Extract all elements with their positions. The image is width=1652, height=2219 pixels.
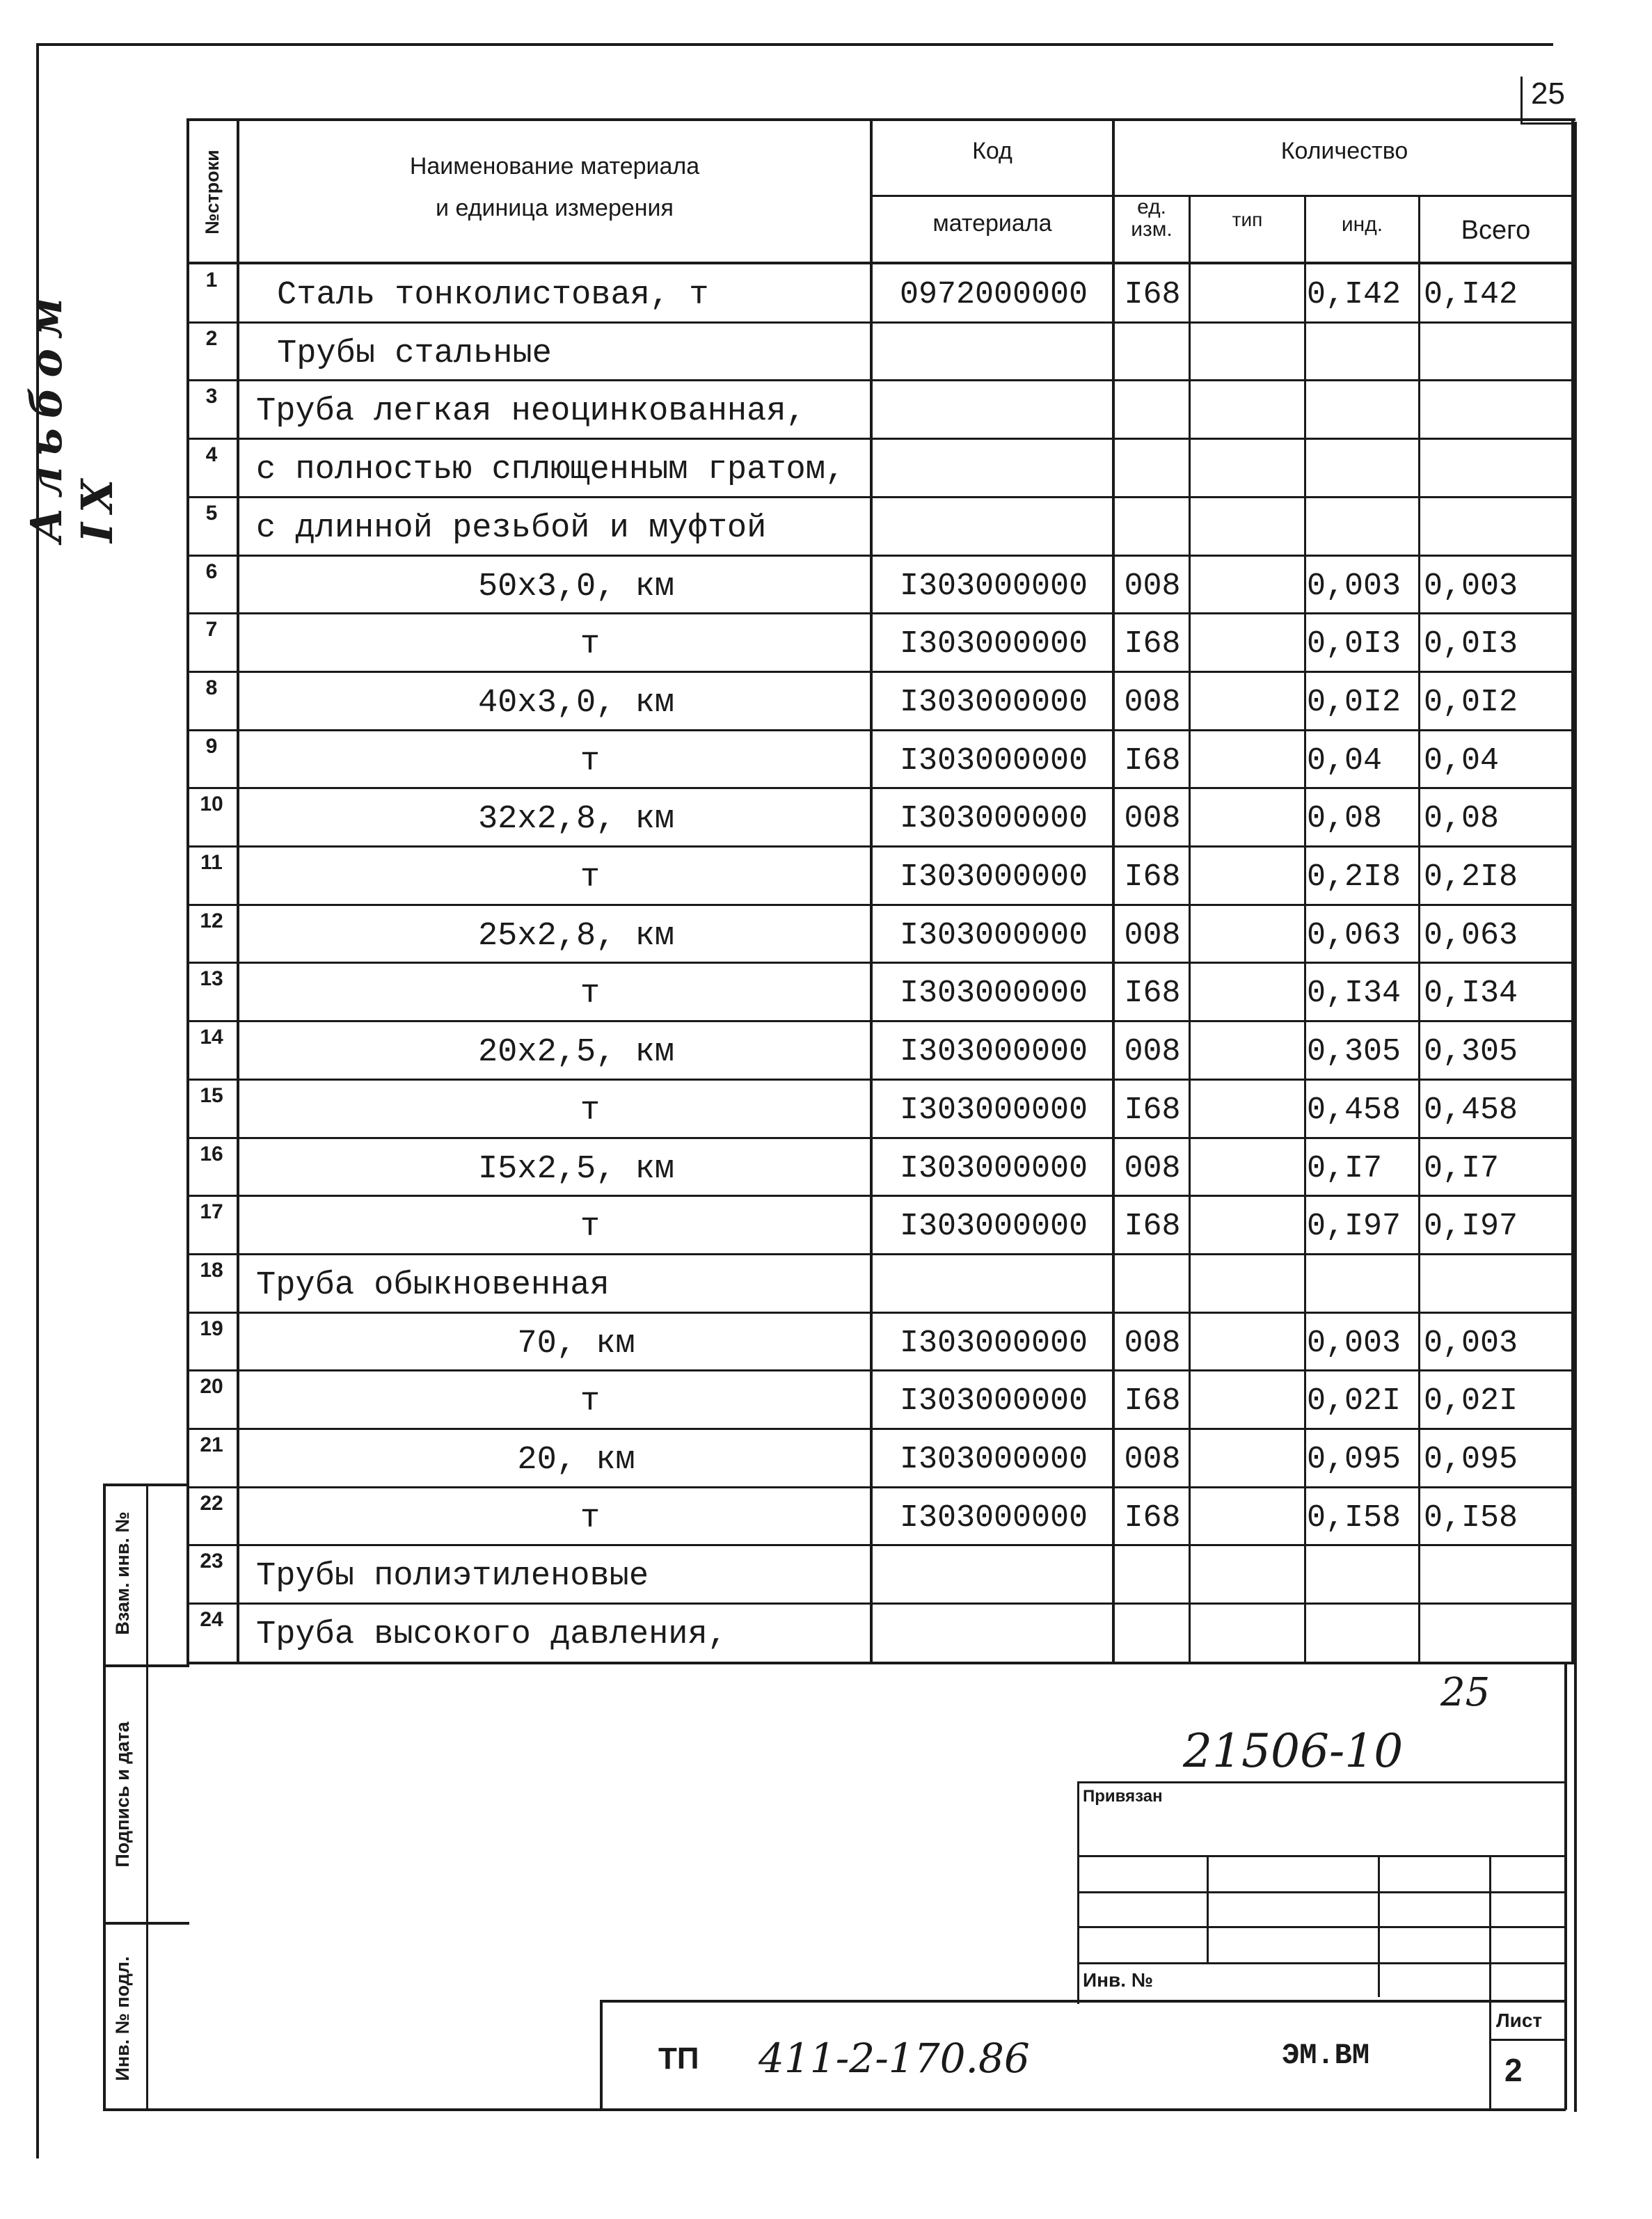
- qty-total: 0,305: [1424, 1034, 1518, 1070]
- row-number: 18: [200, 1258, 223, 1282]
- material-name: 70, км: [517, 1325, 635, 1362]
- material-name: Труба высокого давления,: [256, 1616, 727, 1654]
- unit-code: I68: [1124, 742, 1181, 779]
- qty-ind: 0,I58: [1307, 1500, 1401, 1536]
- table-row: [186, 379, 1575, 438]
- row-number: 23: [200, 1550, 223, 1573]
- applied-block: [1077, 1781, 1564, 2004]
- header-row-no: №строки: [202, 150, 223, 234]
- qty-ind: 0,095: [1307, 1442, 1401, 1477]
- material-name: 25х2,8, км: [477, 917, 675, 955]
- qty-ind: 0,0I3: [1307, 626, 1401, 662]
- table-row: [186, 1020, 1575, 1079]
- table-row: [186, 263, 1575, 321]
- material-name: т: [580, 1500, 601, 1537]
- material-name: т: [580, 1383, 601, 1421]
- row-number: 17: [200, 1200, 223, 1224]
- unit-code: 008: [1124, 568, 1181, 604]
- material-name: т: [580, 1209, 601, 1246]
- row-number: 21: [200, 1433, 223, 1456]
- table-row: [186, 496, 1575, 555]
- material-name: Трубы полиэтиленовые: [256, 1558, 649, 1596]
- row-number: 9: [205, 734, 218, 758]
- materials-table: [186, 118, 1575, 1663]
- qty-ind: 0,003: [1307, 568, 1401, 604]
- qty-ind: 0,08: [1307, 801, 1383, 837]
- material-code: I303000000: [899, 1442, 1088, 1477]
- sheet-label: Лист: [1496, 2010, 1543, 2031]
- album-stamp: Альбом IX: [21, 288, 122, 543]
- qty-total: 0,2I8: [1424, 859, 1518, 895]
- qty-total: 0,I97: [1424, 1209, 1518, 1245]
- qty-total: 0,02I: [1424, 1383, 1518, 1419]
- material-name: с полностью сплющенным гратом,: [256, 452, 845, 489]
- material-code: I303000000: [899, 626, 1088, 662]
- unit-code: I68: [1124, 277, 1181, 312]
- material-code: I303000000: [899, 1383, 1088, 1419]
- row-number: 3: [205, 385, 218, 408]
- table-row: [186, 1195, 1575, 1253]
- row-number: 16: [200, 1142, 223, 1166]
- unit-code: 008: [1124, 801, 1181, 837]
- row-number: 6: [205, 559, 218, 583]
- table-row: [186, 845, 1575, 904]
- unit-code: I68: [1124, 1383, 1181, 1419]
- qty-total: 0,04: [1424, 742, 1500, 779]
- material-code: I303000000: [899, 1500, 1088, 1536]
- unit-code: I68: [1124, 1500, 1181, 1536]
- qty-total: 0,063: [1424, 917, 1518, 953]
- material-code: I303000000: [899, 801, 1088, 837]
- qty-total: 0,I42: [1424, 277, 1518, 312]
- qty-total: 0,095: [1424, 1442, 1518, 1477]
- row-number: 15: [200, 1083, 223, 1107]
- row-number: 22: [200, 1491, 223, 1515]
- material-name: 20, км: [517, 1442, 635, 1479]
- material-code: 0972000000: [899, 277, 1088, 312]
- qty-ind: 0,458: [1307, 1092, 1401, 1128]
- row-number: 4: [205, 443, 218, 467]
- material-name: Труба обыкновенная: [256, 1266, 610, 1304]
- qty-ind: 0,I7: [1307, 1150, 1383, 1186]
- material-name: 50х3,0, км: [477, 568, 675, 605]
- side-stamp: [103, 1484, 189, 2111]
- qty-total: 0,458: [1424, 1092, 1518, 1128]
- material-code: I303000000: [899, 742, 1088, 779]
- qty-ind: 0,04: [1307, 742, 1383, 779]
- row-number: 14: [200, 1026, 223, 1049]
- row-number: 19: [200, 1317, 223, 1340]
- material-code: I303000000: [899, 1209, 1088, 1245]
- header-type: тип: [1232, 209, 1263, 230]
- project-code: 411-2-170.86: [759, 2035, 1030, 2082]
- title-block: [600, 2000, 1566, 2111]
- sheet-number: 2: [1504, 2052, 1523, 2088]
- frame-top: [36, 43, 1553, 46]
- unit-code: 008: [1124, 917, 1181, 953]
- row-number: 8: [205, 676, 218, 699]
- header-name-line2: и единица измерения: [436, 195, 674, 221]
- unit-code: I68: [1124, 976, 1181, 1012]
- qty-ind: 0,I42: [1307, 277, 1401, 312]
- material-code: I303000000: [899, 1325, 1088, 1361]
- table-row: [186, 1312, 1575, 1370]
- table-row: [186, 904, 1575, 962]
- unit-code: 008: [1124, 1442, 1181, 1477]
- header-name: Наименование материала: [409, 153, 700, 180]
- material-name: т: [580, 626, 601, 664]
- material-name: т: [580, 742, 601, 780]
- material-code: I303000000: [899, 684, 1088, 720]
- qty-ind: 0,I34: [1307, 976, 1401, 1012]
- table-row: [186, 1544, 1575, 1602]
- table-row: [186, 962, 1575, 1020]
- stamp-signature-date: Подпись и дата: [112, 1721, 133, 1868]
- material-code: I303000000: [899, 976, 1088, 1012]
- qty-total: 0,08: [1424, 801, 1500, 837]
- unit-code: I68: [1124, 626, 1181, 662]
- unit-code: I68: [1124, 859, 1181, 895]
- material-code: I303000000: [899, 568, 1088, 604]
- material-name: т: [580, 859, 601, 896]
- row-number: 11: [200, 851, 223, 874]
- row-number: 2: [205, 326, 218, 350]
- row-number: 13: [200, 967, 223, 991]
- row-number: 24: [200, 1608, 223, 1632]
- qty-total: 0,0I2: [1424, 684, 1518, 720]
- header-material-code: материала: [932, 210, 1052, 237]
- material-name: т: [580, 976, 601, 1013]
- material-name: I5х2,5, км: [477, 1150, 675, 1188]
- row-number: 12: [200, 909, 223, 932]
- material-name: т: [580, 1092, 601, 1129]
- project-label: ТП: [658, 2042, 699, 2076]
- table-row: [186, 438, 1575, 496]
- header-ind: инд.: [1341, 213, 1383, 236]
- header-total: Всего: [1461, 216, 1531, 245]
- qty-ind: 0,063: [1307, 917, 1401, 953]
- header-quantity-group: Количество: [1280, 138, 1408, 164]
- table-row: [186, 1369, 1575, 1428]
- qty-ind: 0,305: [1307, 1034, 1401, 1070]
- stamp-inv-replace: Взам. инв. №: [112, 1511, 133, 1635]
- material-name: 20х2,5, км: [477, 1034, 675, 1072]
- handwritten-page: 25: [1440, 1670, 1491, 1715]
- row-number: 5: [205, 501, 218, 525]
- qty-total: 0,003: [1424, 1325, 1518, 1361]
- table-row: [186, 787, 1575, 845]
- unit-code: I68: [1124, 1092, 1181, 1128]
- qty-total: 0,0I3: [1424, 626, 1518, 662]
- table-row: [186, 612, 1575, 671]
- table-row: [186, 1428, 1575, 1486]
- table-row: [186, 321, 1575, 380]
- row-number: 10: [200, 793, 223, 816]
- row-number: 1: [205, 269, 218, 292]
- row-number: 7: [205, 618, 218, 642]
- material-code: I303000000: [899, 917, 1088, 953]
- material-code: I303000000: [899, 1034, 1088, 1070]
- qty-total: 0,I7: [1424, 1150, 1500, 1186]
- row-number: 20: [200, 1375, 223, 1399]
- material-name: Труба легкая неоцинкованная,: [256, 393, 806, 431]
- table-row: [186, 671, 1575, 729]
- qty-total: 0,I58: [1424, 1500, 1518, 1536]
- table-row: [186, 1137, 1575, 1195]
- table-row: [186, 1602, 1575, 1661]
- material-code: I303000000: [899, 1150, 1088, 1186]
- qty-total: 0,I34: [1424, 976, 1518, 1012]
- handwritten-number: 21506-10: [1183, 1724, 1404, 1778]
- material-name: 32х2,8, км: [477, 801, 675, 838]
- material-name: с длинной резьбой и муфтой: [256, 509, 767, 547]
- table-row: [186, 1079, 1575, 1137]
- inv-no-label: Инв. №: [1083, 1969, 1154, 1991]
- stamp-inv-original: Инв. № подл.: [112, 1956, 133, 2081]
- header-code-group: Код: [972, 138, 1012, 164]
- header-unit-code: ед. изм.: [1131, 196, 1173, 241]
- material-name: Трубы стальные: [277, 335, 552, 372]
- qty-ind: 0,2I8: [1307, 859, 1401, 895]
- table-row: [186, 555, 1575, 613]
- mark-code: ЭМ.ВМ: [1282, 2039, 1370, 2072]
- material-name: 40х3,0, км: [477, 684, 675, 722]
- qty-ind: 0,02I: [1307, 1383, 1401, 1419]
- table-row: [186, 1486, 1575, 1545]
- qty-ind: 0,0I2: [1307, 684, 1401, 720]
- material-code: I303000000: [899, 1092, 1088, 1128]
- qty-ind: 0,I97: [1307, 1209, 1401, 1245]
- qty-ind: 0,003: [1307, 1325, 1401, 1361]
- applied-label: Привязан: [1083, 1787, 1163, 1806]
- unit-code: 008: [1124, 1034, 1181, 1070]
- unit-code: 008: [1124, 1150, 1181, 1186]
- qty-total: 0,003: [1424, 568, 1518, 604]
- sheet-corner-number: 25: [1531, 77, 1565, 111]
- unit-code: I68: [1124, 1209, 1181, 1245]
- table-row: [186, 729, 1575, 788]
- material-code: I303000000: [899, 859, 1088, 895]
- table-row: [186, 1253, 1575, 1312]
- material-name: Сталь тонколистовая, т: [277, 277, 709, 314]
- unit-code: 008: [1124, 684, 1181, 720]
- unit-code: 008: [1124, 1325, 1181, 1361]
